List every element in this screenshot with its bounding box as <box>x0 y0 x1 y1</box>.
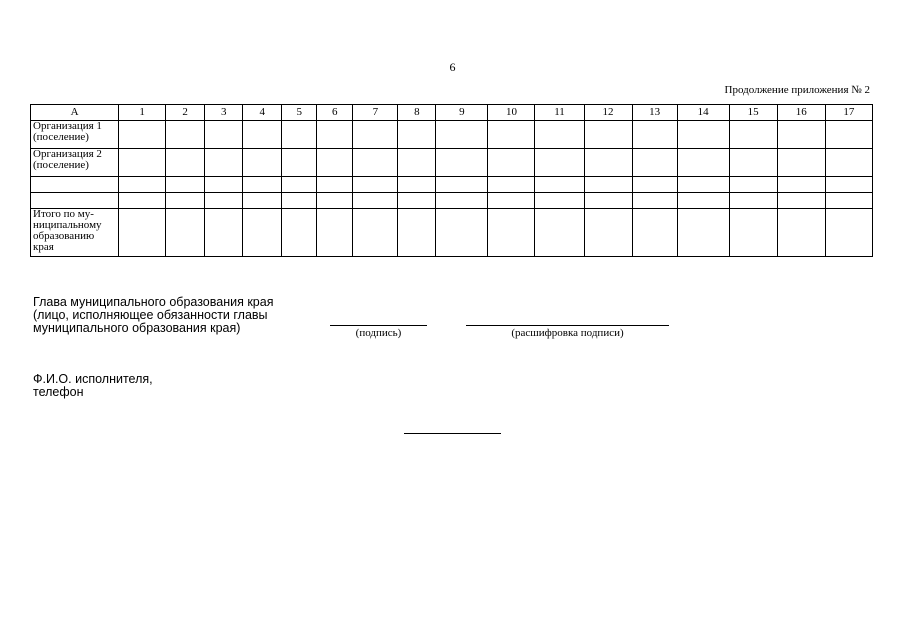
table-cell <box>677 121 729 149</box>
signature-caption: (подпись) <box>355 327 402 339</box>
row-label-line: (поселение) <box>33 159 89 171</box>
table-row <box>31 121 873 149</box>
table-cell <box>729 193 777 209</box>
table-cell <box>584 149 632 177</box>
signature-title-line: Глава муниципального образования края <box>33 295 274 309</box>
table-cell <box>166 209 205 257</box>
table-cell <box>729 177 777 193</box>
table-cell <box>353 177 398 193</box>
table-cell <box>777 149 825 177</box>
column-header: 16 <box>777 105 825 121</box>
table-cell <box>729 121 777 149</box>
table-cell <box>777 193 825 209</box>
table-cell <box>677 209 729 257</box>
signature-line <box>330 325 427 326</box>
table-cell <box>632 193 677 209</box>
row-label-org2 <box>31 149 119 177</box>
column-header: 11 <box>535 105 584 121</box>
table-cell <box>436 121 488 149</box>
table-cell <box>166 177 205 193</box>
row-label-line: Итого по му- <box>33 208 94 220</box>
table-cell <box>353 209 398 257</box>
table-cell <box>632 177 677 193</box>
table-cell <box>398 121 436 149</box>
table-cell <box>119 209 166 257</box>
column-header: 13 <box>632 105 677 121</box>
table-cell <box>488 209 535 257</box>
table-cell <box>777 177 825 193</box>
table-cell <box>353 149 398 177</box>
table-cell <box>729 149 777 177</box>
column-header: 17 <box>825 105 872 121</box>
table-cell <box>282 209 317 257</box>
table-cell <box>205 209 243 257</box>
table-cell <box>205 149 243 177</box>
appendix-note: Продолжение приложения № 2 <box>724 84 870 96</box>
row-label-line: (поселение) <box>33 131 89 143</box>
row-label-blank <box>31 177 119 193</box>
table-cell <box>677 177 729 193</box>
column-header: 4 <box>243 105 282 121</box>
table-cell <box>777 209 825 257</box>
table-cell <box>282 149 317 177</box>
table-cell <box>825 193 872 209</box>
table-cell <box>632 209 677 257</box>
column-header: 1 <box>119 105 166 121</box>
signature-title <box>33 296 273 335</box>
signature-title-line: муниципального образования края) <box>33 321 241 335</box>
page-number: 6 <box>449 60 456 74</box>
column-header: 7 <box>353 105 398 121</box>
report-table <box>30 104 873 257</box>
table-cell <box>243 209 282 257</box>
table-cell <box>535 149 584 177</box>
row-label-line: Организация 2 <box>33 148 102 160</box>
table-cell <box>205 121 243 149</box>
table-header-row <box>31 105 873 121</box>
column-header: 15 <box>729 105 777 121</box>
table-cell <box>535 209 584 257</box>
table-row <box>31 149 873 177</box>
column-header: 6 <box>317 105 353 121</box>
table-cell <box>436 193 488 209</box>
table-cell <box>353 193 398 209</box>
table-cell <box>535 193 584 209</box>
table-cell <box>535 177 584 193</box>
table-cell <box>317 209 353 257</box>
executor-line: Ф.И.О. исполнителя, <box>33 372 153 386</box>
column-header: 5 <box>282 105 317 121</box>
table-cell <box>282 177 317 193</box>
table-cell <box>535 121 584 149</box>
table-cell <box>825 177 872 193</box>
column-header: 3 <box>205 105 243 121</box>
table-cell <box>282 121 317 149</box>
table-cell <box>166 149 205 177</box>
table-cell <box>584 121 632 149</box>
table-cell <box>119 121 166 149</box>
end-divider-line <box>404 433 501 434</box>
table-row <box>31 209 873 257</box>
table-cell <box>677 193 729 209</box>
table-cell <box>398 177 436 193</box>
table-cell <box>436 149 488 177</box>
table-cell <box>632 149 677 177</box>
table-cell <box>119 149 166 177</box>
table-cell <box>436 177 488 193</box>
signature-decode-line <box>466 325 669 326</box>
table-cell <box>166 121 205 149</box>
table-cell <box>317 177 353 193</box>
table-cell <box>488 193 535 209</box>
table-cell <box>166 193 205 209</box>
table-cell <box>243 149 282 177</box>
signature-title-line: (лицо, исполняющее обязанности главы <box>33 308 268 322</box>
row-label-line: Организация 1 <box>33 120 102 132</box>
column-header: 8 <box>398 105 436 121</box>
table-cell <box>317 121 353 149</box>
table-cell <box>282 193 317 209</box>
table-cell <box>584 193 632 209</box>
table-cell <box>243 177 282 193</box>
row-label-blank <box>31 193 119 209</box>
row-label-line: ниципальному <box>33 219 102 231</box>
table-cell <box>825 209 872 257</box>
table-cell <box>205 193 243 209</box>
table-cell <box>729 209 777 257</box>
column-header: 12 <box>584 105 632 121</box>
column-header: 2 <box>166 105 205 121</box>
table-cell <box>398 193 436 209</box>
table-cell <box>584 209 632 257</box>
row-label-org1 <box>31 121 119 149</box>
row-label-total <box>31 209 119 257</box>
table-cell <box>398 209 436 257</box>
table-cell <box>584 177 632 193</box>
table-cell <box>436 209 488 257</box>
table-cell <box>488 177 535 193</box>
table-cell <box>317 193 353 209</box>
table-cell <box>243 193 282 209</box>
executor-info <box>33 373 153 399</box>
table-cell <box>488 149 535 177</box>
row-label-line: края <box>33 241 54 253</box>
table-cell <box>632 121 677 149</box>
table-cell <box>317 149 353 177</box>
table-row <box>31 177 873 193</box>
table-cell <box>677 149 729 177</box>
row-label-line: образованию <box>33 230 95 242</box>
column-header: 10 <box>488 105 535 121</box>
table-cell <box>488 121 535 149</box>
table-cell <box>243 121 282 149</box>
executor-line: телефон <box>33 385 84 399</box>
column-header: А <box>31 105 119 121</box>
table-cell <box>825 149 872 177</box>
column-header: 14 <box>677 105 729 121</box>
table-cell <box>398 149 436 177</box>
table-cell <box>825 121 872 149</box>
signature-decode-caption: (расшифровка подписи) <box>511 327 624 339</box>
table-cell <box>119 193 166 209</box>
table-cell <box>353 121 398 149</box>
column-header: 9 <box>436 105 488 121</box>
table-cell <box>205 177 243 193</box>
table-row <box>31 193 873 209</box>
table-cell <box>777 121 825 149</box>
table-cell <box>119 177 166 193</box>
